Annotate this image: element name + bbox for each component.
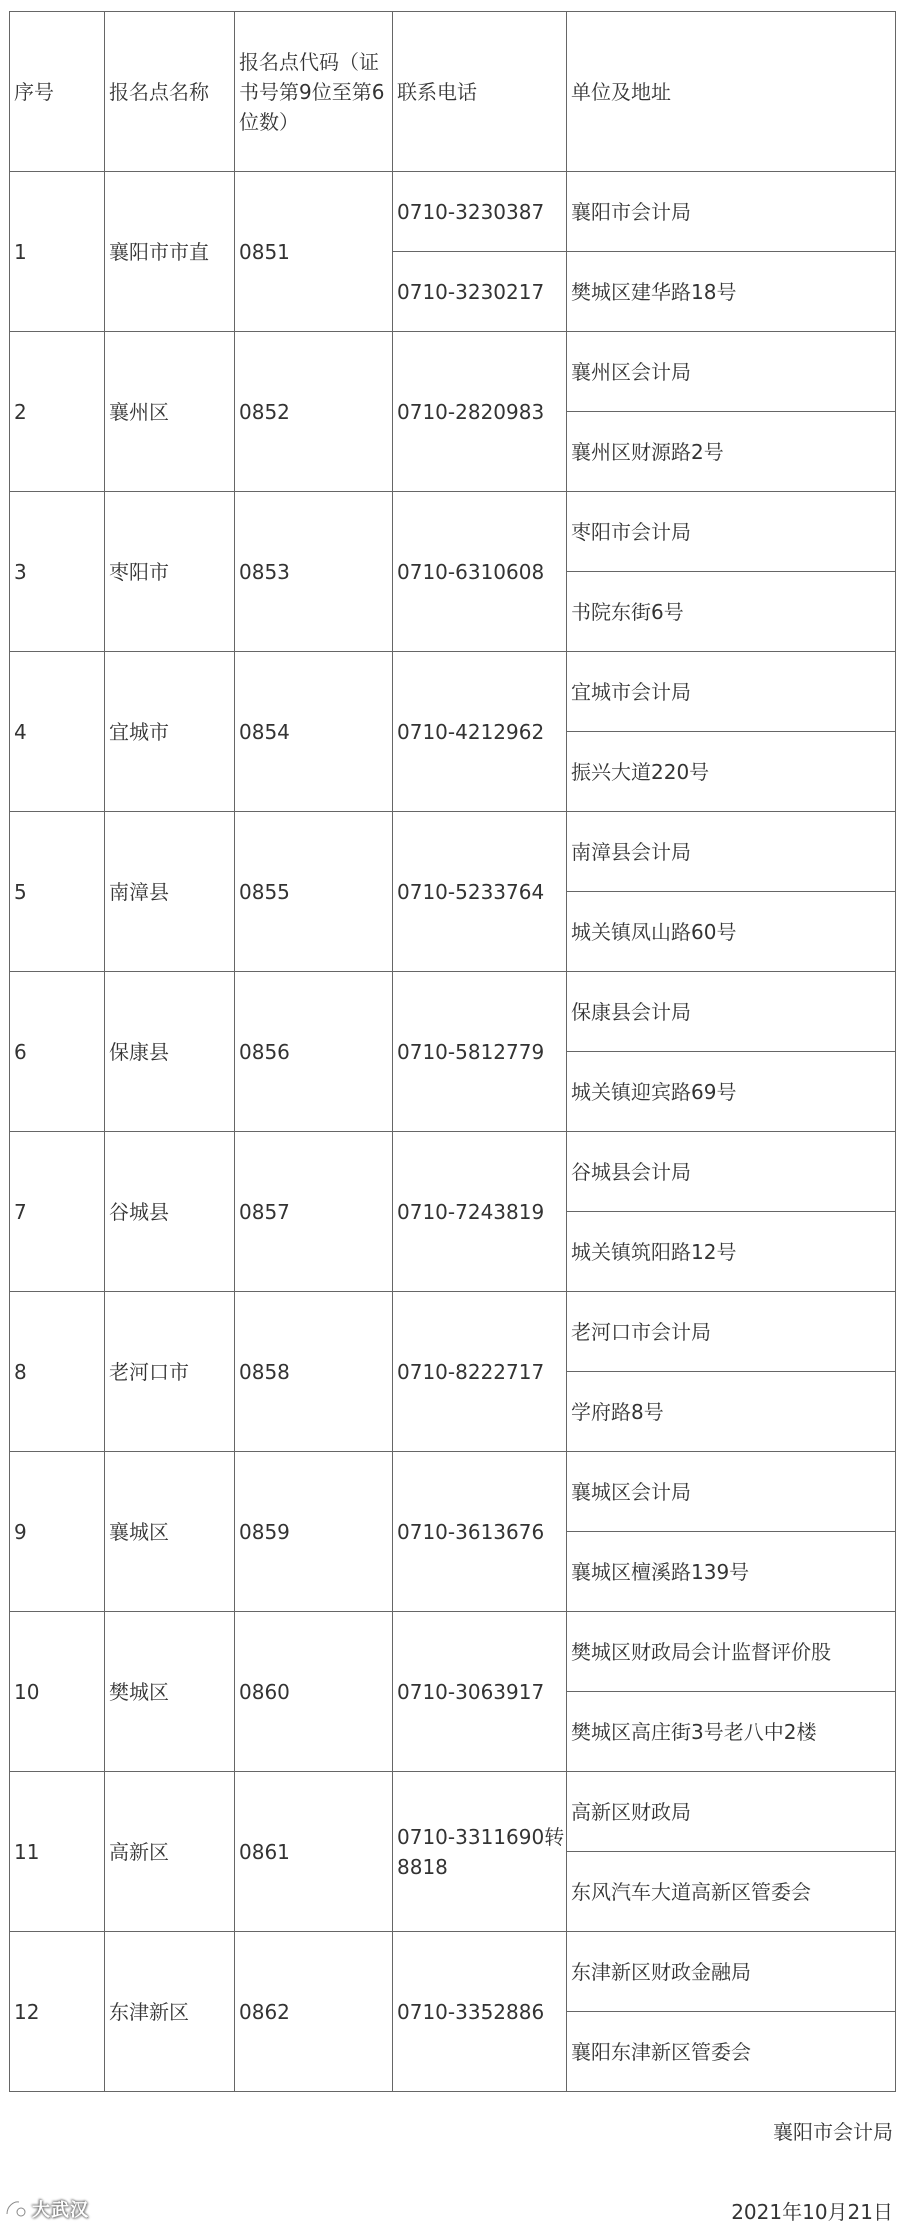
registration-points-table (9, 11, 896, 2092)
cell-unit: 枣阳市会计局 (567, 492, 896, 572)
cell-address: 襄州区财源路2号 (567, 412, 896, 492)
header-cell-unit-address: 单位及地址 (567, 12, 896, 172)
cell-phone: 0710-8222717 (393, 1292, 567, 1452)
cell-no: 4 (10, 652, 105, 812)
cell-no: 10 (10, 1612, 105, 1772)
header-cell-no: 序号 (10, 12, 105, 172)
table-row (10, 1452, 896, 1532)
cell-phone: 0710-3230217 (393, 252, 567, 332)
footer-date: 2021年10月21日 (731, 2200, 893, 2224)
cell-code: 0851 (235, 172, 393, 332)
cell-phone: 0710-7243819 (393, 1132, 567, 1292)
cell-address: 襄城区檀溪路139号 (567, 1532, 896, 1612)
cell-no: 2 (10, 332, 105, 492)
header-cell-phone: 联系电话 (393, 12, 567, 172)
cell-name: 东津新区 (105, 1932, 235, 2092)
cell-code: 0860 (235, 1612, 393, 1772)
cell-code: 0857 (235, 1132, 393, 1292)
cell-address: 樊城区高庄街3号老八中2楼 (567, 1692, 896, 1772)
table-row (10, 1932, 896, 2012)
cell-address: 襄阳东津新区管委会 (567, 2012, 896, 2092)
cell-name: 高新区 (105, 1772, 235, 1932)
table-row (10, 1292, 896, 1372)
cell-name: 枣阳市 (105, 492, 235, 652)
cell-name: 谷城县 (105, 1132, 235, 1292)
cell-address: 樊城区建华路18号 (567, 252, 896, 332)
cell-phone: 0710-3311690转8818 (393, 1772, 567, 1932)
cell-no: 7 (10, 1132, 105, 1292)
cell-no: 5 (10, 812, 105, 972)
cell-phone: 0710-2820983 (393, 332, 567, 492)
watermark (4, 2196, 89, 2222)
cell-name: 老河口市 (105, 1292, 235, 1452)
cell-unit: 东津新区财政金融局 (567, 1932, 896, 2012)
table-header-row (10, 12, 896, 172)
cell-no: 9 (10, 1452, 105, 1612)
cell-unit: 宜城市会计局 (567, 652, 896, 732)
cell-no: 12 (10, 1932, 105, 2092)
cell-phone: 0710-3063917 (393, 1612, 567, 1772)
cell-unit: 保康县会计局 (567, 972, 896, 1052)
cell-name: 保康县 (105, 972, 235, 1132)
cell-no: 11 (10, 1772, 105, 1932)
cell-code: 0858 (235, 1292, 393, 1452)
cell-phone: 0710-6310608 (393, 492, 567, 652)
cell-code: 0862 (235, 1932, 393, 2092)
cell-unit: 襄阳市会计局 (567, 172, 896, 252)
cell-code: 0855 (235, 812, 393, 972)
table-row (10, 332, 896, 412)
watermark-text: 大武汉 (32, 2200, 89, 2221)
cell-name: 襄阳市市直 (105, 172, 235, 332)
cell-address: 东风汽车大道高新区管委会 (567, 1852, 896, 1932)
table-row (10, 172, 896, 252)
cell-address: 城关镇凤山路60号 (567, 892, 896, 972)
cell-unit: 樊城区财政局会计监督评价股 (567, 1612, 896, 1692)
cell-unit: 谷城县会计局 (567, 1132, 896, 1212)
cell-phone: 0710-4212962 (393, 652, 567, 812)
cell-phone: 0710-5233764 (393, 812, 567, 972)
cell-unit: 南漳县会计局 (567, 812, 896, 892)
cell-name: 宜城市 (105, 652, 235, 812)
table-row (10, 492, 896, 572)
toutiao-logo-icon (4, 2198, 28, 2220)
cell-unit: 高新区财政局 (567, 1772, 896, 1852)
cell-code: 0854 (235, 652, 393, 812)
cell-address: 书院东街6号 (567, 572, 896, 652)
cell-phone: 0710-3230387 (393, 172, 567, 252)
table-row (10, 1132, 896, 1212)
table-row (10, 652, 896, 732)
cell-code: 0856 (235, 972, 393, 1132)
table-row (10, 1612, 896, 1692)
cell-unit: 老河口市会计局 (567, 1292, 896, 1372)
cell-address: 城关镇筑阳路12号 (567, 1212, 896, 1292)
cell-no: 6 (10, 972, 105, 1132)
cell-name: 樊城区 (105, 1612, 235, 1772)
cell-phone: 0710-3613676 (393, 1452, 567, 1612)
cell-address: 城关镇迎宾路69号 (567, 1052, 896, 1132)
footer-org: 襄阳市会计局 (773, 2120, 893, 2144)
table-row (10, 1772, 896, 1852)
cell-no: 8 (10, 1292, 105, 1452)
cell-phone: 0710-5812779 (393, 972, 567, 1132)
header-cell-code: 报名点代码（证书号第9位至第6位数） (235, 12, 393, 172)
cell-code: 0853 (235, 492, 393, 652)
cell-address: 学府路8号 (567, 1372, 896, 1452)
cell-no: 1 (10, 172, 105, 332)
header-cell-name: 报名点名称 (105, 12, 235, 172)
cell-unit: 襄州区会计局 (567, 332, 896, 412)
cell-code: 0861 (235, 1772, 393, 1932)
cell-phone: 0710-3352886 (393, 1932, 567, 2092)
cell-address: 振兴大道220号 (567, 732, 896, 812)
cell-unit: 襄城区会计局 (567, 1452, 896, 1532)
cell-code: 0859 (235, 1452, 393, 1612)
cell-name: 南漳县 (105, 812, 235, 972)
cell-name: 襄州区 (105, 332, 235, 492)
cell-name: 襄城区 (105, 1452, 235, 1612)
table-row (10, 972, 896, 1052)
table-row (10, 812, 896, 892)
cell-no: 3 (10, 492, 105, 652)
cell-code: 0852 (235, 332, 393, 492)
